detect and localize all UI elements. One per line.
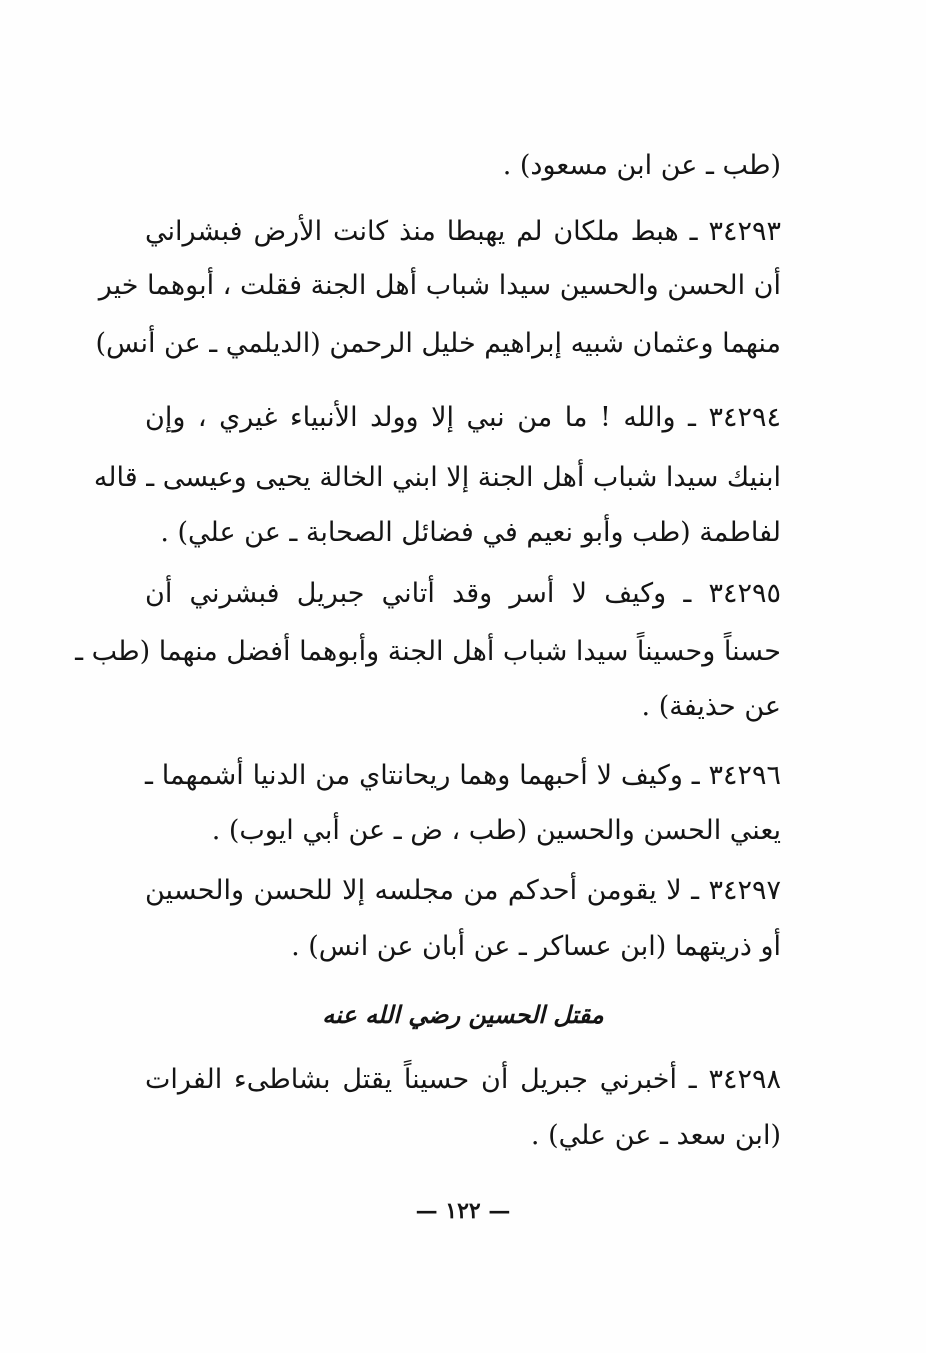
text-line: (طب ـ عن ابن مسعود) .: [502, 150, 781, 181]
page-number: — ١٢٢ —: [415, 1198, 511, 1224]
hadith-34297-line-2: أو ذريتهما (ابن عساكر ـ عن أبان عن انس) .: [291, 931, 781, 962]
hadith-34293-line-2: أن الحسن والحسين سيدا شباب أهل الجنة فقلت ، أبوهما خير: [98, 270, 781, 301]
hadith-34298-line-2: (ابن سعد ـ عن علي) .: [530, 1120, 781, 1151]
hadith-34294-line-1: ٣٤٢٩٤ ـ والله ! ما من نبي إلا وولد الأنبياء غيري ، وإن: [145, 402, 781, 433]
hadith-34295-line-3: عن حذيفة) .: [641, 691, 781, 722]
hadith-34298-line-1: ٣٤٢٩٨ ـ أخبرني جبريل أن حسيناً يقتل بشاطىء الفرات: [145, 1064, 781, 1095]
hadith-34293-line-1: ٣٤٢٩٣ ـ هبط ملكان لم يهبطا منذ كانت الأرض فبشراني: [145, 216, 781, 247]
hadith-34296-line-2: يعني الحسن والحسين (طب ، ض ـ عن أبي ايوب) .: [211, 815, 781, 846]
hadith-34295-line-2: حسناً وحسيناً سيدا شباب أهل الجنة وأبوهما أفضل منهما (طب ـ: [75, 636, 781, 667]
hadith-34296-line-1: ٣٤٢٩٦ ـ وكيف لا أحبهما وهما ريحانتاي من الدنيا أشمهما ـ: [145, 760, 781, 791]
hadith-34294-line-3: لفاطمة (طب وأبو نعيم في فضائل الصحابة ـ عن علي) .: [160, 517, 781, 548]
hadith-34294-line-2: ابنيك سيدا شباب أهل الجنة إلا ابني الخالة يحيى وعيسى ـ قاله: [93, 462, 781, 493]
section-heading: مقتل الحسين رضي الله عنه: [322, 1000, 604, 1029]
hadith-34295-line-1: ٣٤٢٩٥ ـ وكيف لا أسر وقد أتاني جبريل فبشرني أن: [145, 578, 781, 609]
hadith-34293-line-3: منهما وعثمان شبيه إبراهيم خليل الرحمن (الديلمي ـ عن أنس): [95, 328, 781, 359]
hadith-34297-line-1: ٣٤٢٩٧ ـ لا يقومن أحدكم من مجلسه إلا للحسن والحسين: [145, 875, 781, 906]
